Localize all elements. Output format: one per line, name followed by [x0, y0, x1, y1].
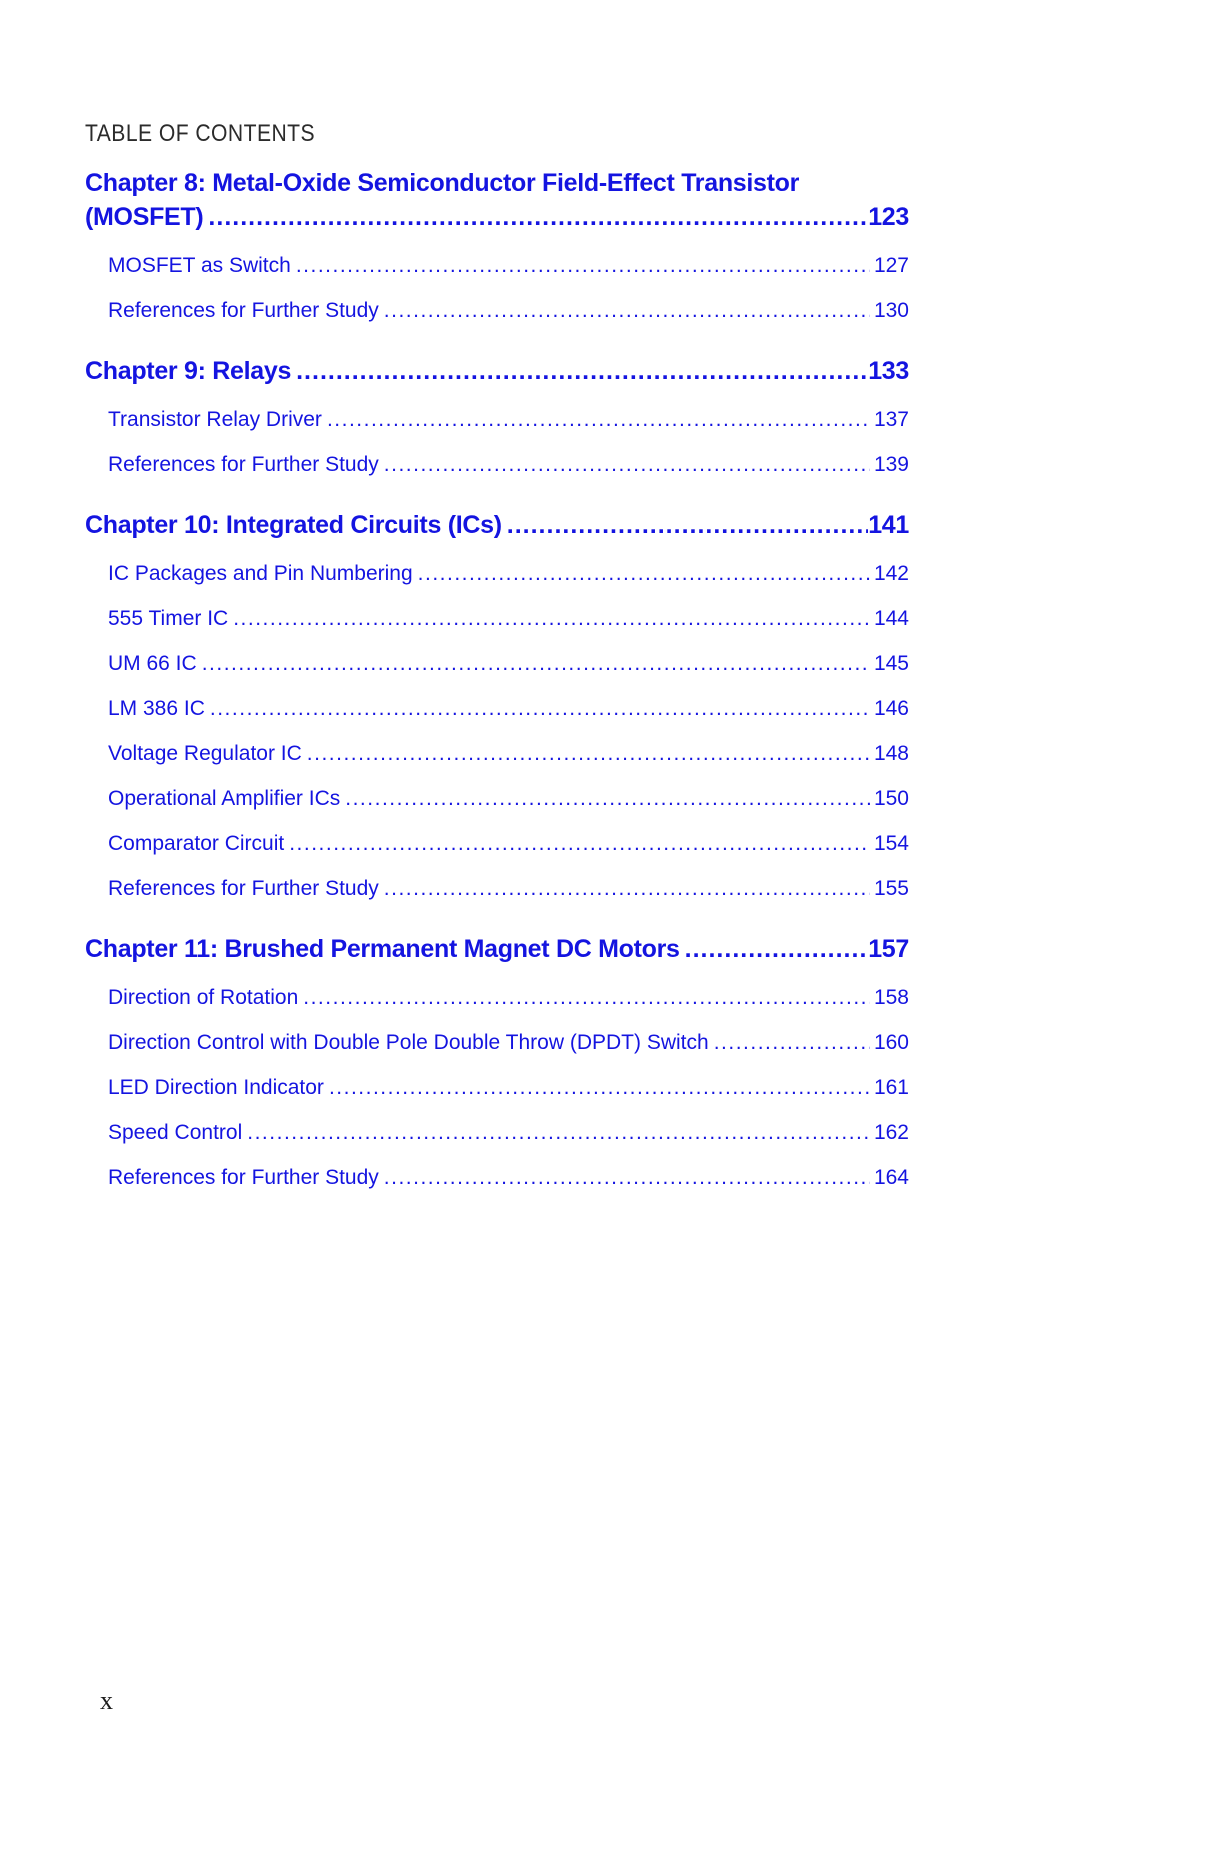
toc-chapter-entry[interactable] [85, 354, 909, 388]
dot-leader [210, 695, 870, 722]
toc-entry[interactable] [85, 695, 909, 722]
dot-leader [289, 830, 870, 857]
dot-leader [329, 1074, 870, 1101]
page-number-footer: x [100, 1686, 113, 1715]
toc-entry[interactable] [85, 1164, 909, 1191]
toc-section [85, 932, 909, 1191]
toc-entry-title: LM 386 IC [108, 697, 205, 720]
toc-entry[interactable] [85, 830, 909, 857]
toc-entry[interactable] [85, 875, 909, 902]
toc-entry-title: Voltage Regulator IC [108, 742, 302, 765]
toc-entry-title: MOSFET as Switch [108, 254, 291, 277]
toc-chapter-entry[interactable] [85, 200, 909, 234]
toc-chapter-title: Chapter 8: Metal-Oxide Semiconductor Field-Effect Transistor [85, 169, 800, 197]
toc-entry[interactable] [85, 1074, 909, 1101]
toc-entry-title: References for Further Study [108, 1166, 379, 1189]
dot-leader [303, 984, 870, 1011]
toc-entry[interactable] [85, 605, 909, 632]
toc-page-number: 130 [873, 299, 909, 322]
toc-entry-title: Transistor Relay Driver [108, 408, 322, 431]
toc-page-number: 155 [873, 877, 909, 900]
toc-entry-title: Operational Amplifier ICs [108, 787, 341, 810]
toc-entry-title: LED Direction Indicator [108, 1076, 324, 1099]
dot-leader [296, 252, 870, 279]
dot-leader [714, 1029, 870, 1056]
toc-section [85, 508, 909, 902]
dot-leader [327, 406, 870, 433]
toc-page-number: 123 [868, 203, 909, 231]
toc-chapter-title: Chapter 11: Brushed Permanent Magnet DC Motors [85, 935, 680, 963]
toc-entry[interactable] [85, 451, 909, 478]
toc-entry[interactable] [85, 650, 909, 677]
toc-entry[interactable] [85, 560, 909, 587]
dot-leader [247, 1119, 870, 1146]
toc-entry-title: References for Further Study [108, 877, 379, 900]
toc-entry-title: UM 66 IC [108, 652, 197, 675]
toc-page-number: 157 [868, 935, 909, 963]
toc-entry-title: Comparator Circuit [108, 832, 285, 855]
toc-page-number: 127 [873, 254, 909, 277]
toc-entry-title: References for Further Study [108, 299, 379, 322]
dot-leader [233, 605, 870, 632]
toc-entry[interactable] [85, 785, 909, 812]
dot-leader [307, 740, 870, 767]
toc-page-number: 133 [868, 357, 909, 385]
dot-leader [208, 200, 868, 234]
toc-page-number: 161 [873, 1076, 909, 1099]
dot-leader [418, 560, 870, 587]
toc-section [85, 166, 909, 324]
toc-page-number: 137 [873, 408, 909, 431]
toc-page-number: 141 [868, 511, 909, 539]
dot-leader [296, 354, 868, 388]
toc-entry-title: References for Further Study [108, 453, 379, 476]
toc-page-number: 150 [873, 787, 909, 810]
toc-entry[interactable] [85, 1029, 909, 1056]
toc-entry[interactable] [85, 984, 909, 1011]
toc-chapter-entry[interactable] [85, 508, 909, 542]
toc-page-number: 160 [873, 1031, 909, 1054]
toc-entry[interactable] [85, 252, 909, 279]
toc-entry[interactable] [85, 297, 909, 324]
toc-section [85, 354, 909, 478]
toc-chapter-title: (MOSFET) [85, 203, 204, 231]
dot-leader [384, 297, 870, 324]
toc-entry-title: IC Packages and Pin Numbering [108, 562, 413, 585]
toc-page-number: 158 [873, 986, 909, 1009]
toc-page-number: 145 [873, 652, 909, 675]
toc-entry-title: Direction Control with Double Pole Double Throw (DPDT) Switch [108, 1031, 709, 1054]
toc-page-number: 139 [873, 453, 909, 476]
toc-chapter-entry[interactable] [85, 166, 909, 200]
table-of-contents [85, 166, 909, 1191]
toc-header: TABLE OF CONTENTS [85, 120, 316, 147]
toc-page-number: 164 [873, 1166, 909, 1189]
toc-chapter-title: Chapter 10: Integrated Circuits (ICs) [85, 511, 502, 539]
toc-entry[interactable] [85, 406, 909, 433]
toc-page-number: 144 [873, 607, 909, 630]
toc-page-number: 154 [873, 832, 909, 855]
toc-page-number: 148 [873, 742, 909, 765]
dot-leader [202, 650, 870, 677]
dot-leader [507, 508, 868, 542]
toc-chapter-title: Chapter 9: Relays [85, 357, 292, 385]
dot-leader [384, 875, 870, 902]
toc-entry[interactable] [85, 740, 909, 767]
toc-page-number: 142 [873, 562, 909, 585]
dot-leader [384, 1164, 870, 1191]
dot-leader [384, 451, 870, 478]
toc-chapter-entry[interactable] [85, 932, 909, 966]
toc-page-number: 146 [873, 697, 909, 720]
dot-leader [685, 932, 869, 966]
toc-entry-title: 555 Timer IC [108, 607, 229, 630]
toc-entry-title: Direction of Rotation [108, 986, 299, 1009]
toc-page-number: 162 [873, 1121, 909, 1144]
toc-entry[interactable] [85, 1119, 909, 1146]
dot-leader [345, 785, 870, 812]
toc-entry-title: Speed Control [108, 1121, 243, 1144]
